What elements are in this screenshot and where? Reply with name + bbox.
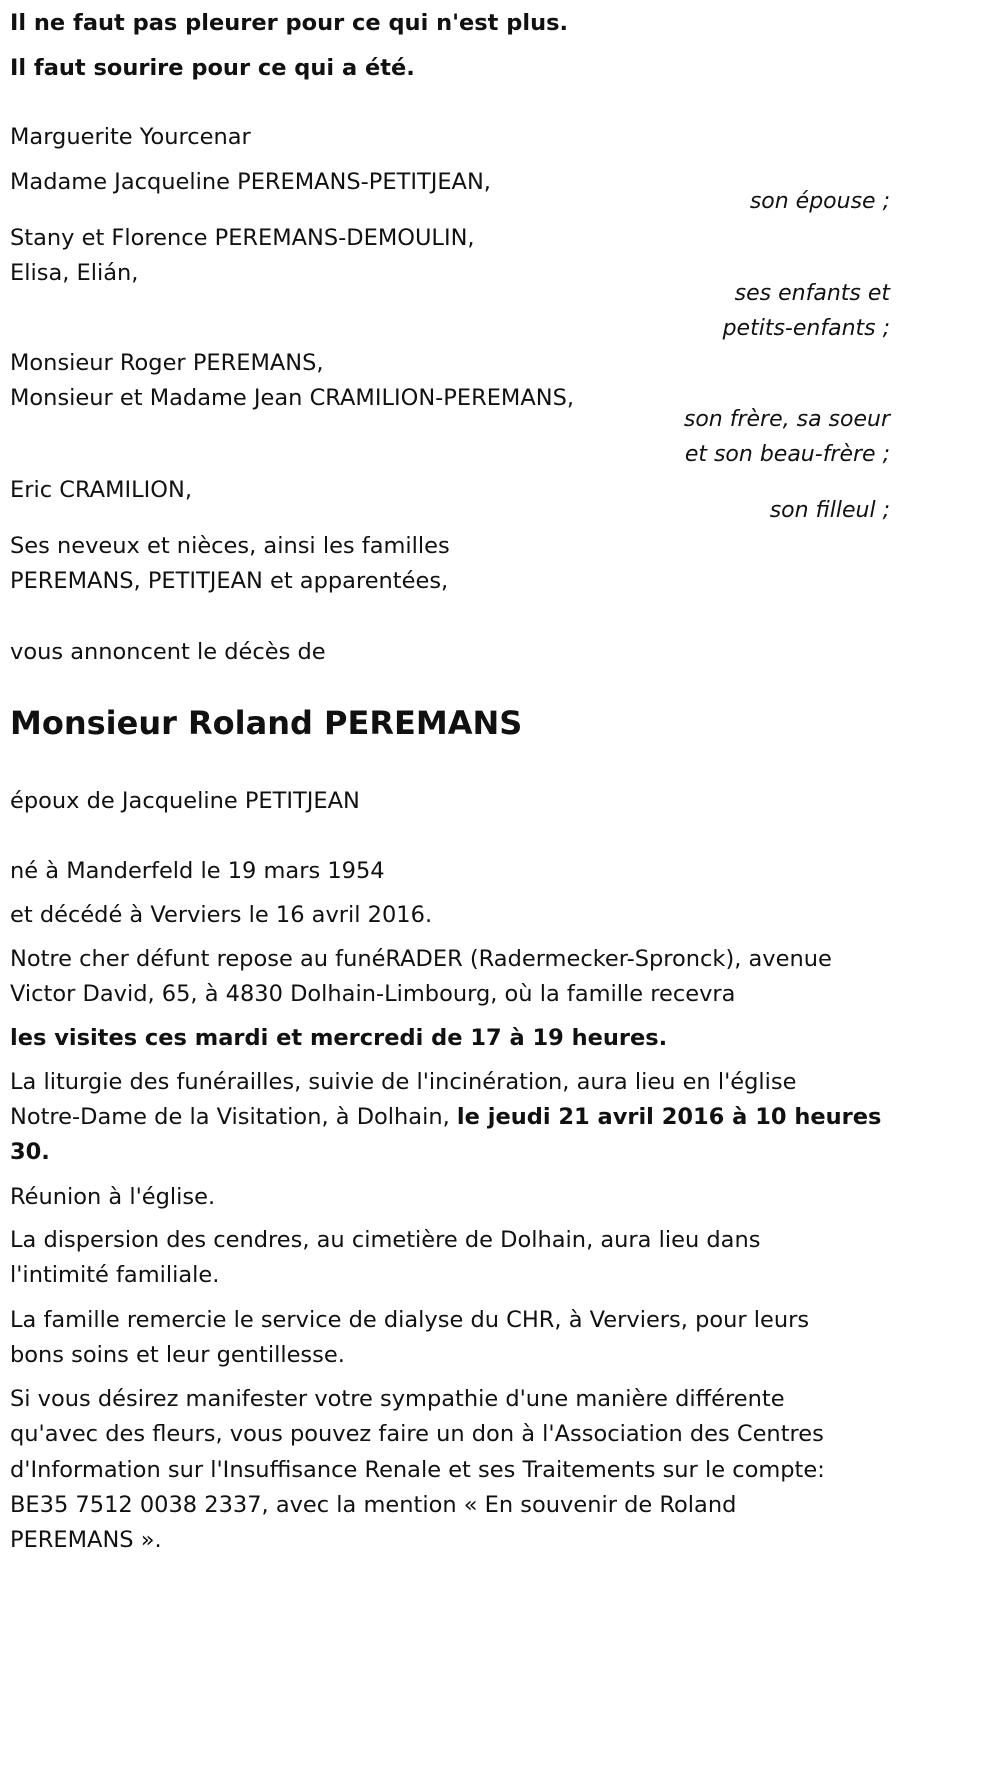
thanks-line-1: La famille remercie le service de dialyse du CHR, à Verviers, pour leurs	[10, 1307, 810, 1333]
announce-text: vous annoncent le décès de	[10, 639, 326, 665]
siblings-relation-1: son frère, sa soeur	[683, 407, 890, 432]
liturgy-line-3: 30.	[10, 1139, 50, 1165]
siblings-line-1: Monsieur Roger PEREMANS,	[10, 350, 324, 376]
children-line-1: Stany et Florence PEREMANS-DEMOULIN,	[10, 225, 475, 251]
donation-line-1: Si vous désirez manifester votre sympathie d'une manière différente	[10, 1386, 785, 1412]
liturgy-place: Notre-Dame de la Visitation, à Dolhain,	[10, 1104, 457, 1130]
others-line-1: Ses neveux et nièces, ainsi les familles	[10, 533, 450, 559]
dispersion-line-1: La dispersion des cendres, au cimetière de Dolhain, aura lieu dans	[10, 1227, 761, 1253]
donation-line-4: BE35 7512 0038 2337, avec la mention « En souvenir de Roland	[10, 1492, 737, 1518]
birth-info: né à Manderfeld le 19 mars 1954	[10, 858, 385, 884]
children-relation-1: ses enfants et	[734, 281, 890, 306]
donation-line-5: PEREMANS ».	[10, 1527, 162, 1553]
donation-line-2: qu'avec des fleurs, vous pouvez faire un don à l'Association des Centres	[10, 1421, 824, 1447]
children-relation-2: petits-enfants ;	[722, 316, 890, 341]
thanks-line-2: bons soins et leur gentillesse.	[10, 1342, 345, 1368]
deceased-name: Monsieur Roland PEREMANS	[10, 704, 523, 742]
siblings-relation-2: et son beau-frère ;	[684, 442, 890, 467]
reunion-info: Réunion à l'église.	[10, 1184, 216, 1210]
quote-author: Marguerite Yourcenar	[10, 124, 251, 150]
godson-relation: son filleul ;	[769, 498, 890, 523]
repose-line-1: Notre cher défunt repose au funéRADER (Radermecker-Spronck), avenue	[10, 946, 832, 972]
liturgy-line-1: La liturgie des funérailles, suivie de l'incinération, aura lieu en l'église	[10, 1069, 797, 1095]
godson-name: Eric CRAMILION,	[10, 477, 192, 503]
spouse-name: Madame Jacqueline PEREMANS-PETITJEAN,	[10, 169, 491, 195]
visits-info: les visites ces mardi et mercredi de 17 à 19 heures.	[10, 1025, 668, 1051]
death-info: et décédé à Verviers le 16 avril 2016.	[10, 902, 433, 928]
others-line-2: PEREMANS, PETITJEAN et apparentées,	[10, 568, 449, 594]
siblings-line-2: Monsieur et Madame Jean CRAMILION-PEREMANS,	[10, 385, 575, 411]
liturgy-line-2	[10, 1099, 881, 1135]
children-line-2: Elisa, Elián,	[10, 260, 139, 286]
deceased-spouse: époux de Jacqueline PETITJEAN	[10, 788, 360, 814]
quote-line-1: Il ne faut pas pleurer pour ce qui n'est plus.	[10, 10, 569, 36]
spouse-relation: son épouse ;	[749, 189, 890, 214]
liturgy-date: le jeudi 21 avril 2016 à 10 heures	[456, 1104, 882, 1130]
dispersion-line-2: l'intimité familiale.	[10, 1262, 220, 1288]
donation-line-3: d'Information sur l'Insuffisance Renale et ses Traitements sur le compte:	[10, 1457, 825, 1483]
repose-line-2: Victor David, 65, à 4830 Dolhain-Limbourg, où la famille recevra	[10, 981, 736, 1007]
quote-line-2: Il faut sourire pour ce qui a été.	[10, 55, 415, 81]
